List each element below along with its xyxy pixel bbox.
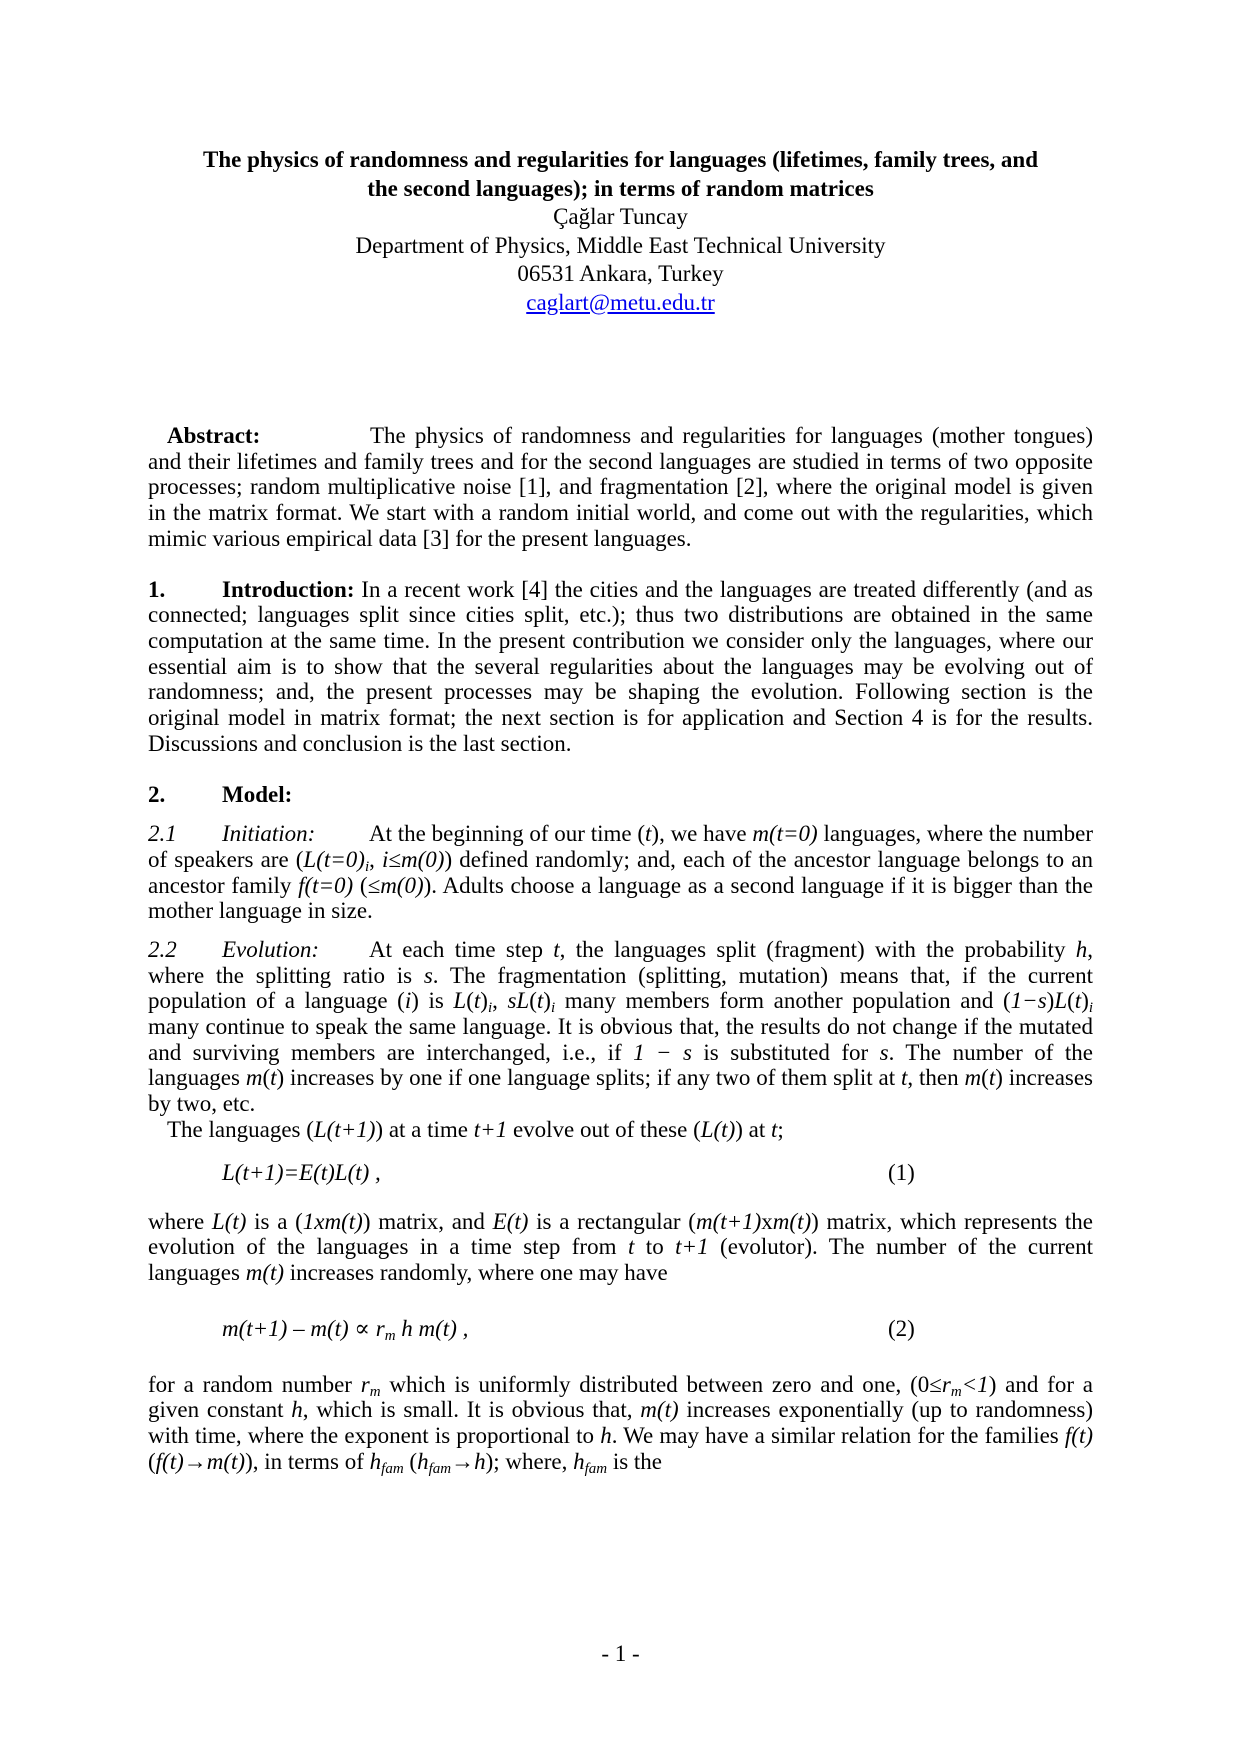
math-run: s [879,1039,889,1065]
math-run: m(t) [640,1397,679,1423]
text-run: which is uniformly distributed between zero and one, (0≤ [380,1371,942,1397]
math-run: 1xm(t) [302,1208,363,1234]
math-run: →h [451,1448,486,1474]
math-subscript: m [384,1327,396,1344]
subsection-2-2-paragraph [148,937,1093,1117]
text-run: ) at [735,1116,771,1142]
text-run: is substituted for [691,1039,880,1065]
author-name: Çağlar Tuncay [553,204,688,229]
section-2-number: 2. [148,782,166,808]
math-run: f(t) [1064,1423,1093,1449]
text-run: ) increases by one if one language splits; if any two of them split at [276,1065,902,1091]
text-run: ( [262,1065,271,1091]
text-run: ( [353,872,368,898]
math-run: t [988,1065,996,1091]
text-run: is the [607,1448,663,1474]
text-run: . We may have a similar relation for the families [611,1423,1065,1449]
text-run: ( [529,988,537,1014]
author-department: Department of Physics, Middle East Technical University [355,232,886,258]
text-run: , the languages split (fragment) with the probability [559,936,1076,962]
math-run: t [553,936,560,962]
text-run: ( [403,1448,418,1474]
math-run: m(t) [772,1208,812,1234]
math-subscript: fam [428,1460,452,1477]
text-run: ) increases by two, etc. [148,1065,1094,1117]
math-run: t [1074,988,1082,1014]
text-run: is a ( [246,1208,303,1234]
math-run: s [423,962,433,988]
math-run: L(t) [700,1116,736,1142]
math-run: t [771,1116,778,1142]
text-run: many members form another population and ( [555,988,1011,1014]
math-run: m [964,1065,982,1091]
math-run: t [645,821,652,847]
subsection-2-2-title: Evolution: [222,936,320,962]
math-run: 1−s [1010,988,1047,1014]
text-run: languages, where the number of speakers are ( [148,821,1093,872]
math-run: f(t)→m(t) [155,1448,246,1474]
introduction-paragraph [148,577,1093,757]
subsection-2-1-title: Initiation: [222,821,316,847]
text-run: increases exponentially (up to randomness) with time, where the exponent is proportional to [148,1397,1094,1449]
math-run: h [369,1448,382,1474]
text-run: ) is [411,988,454,1014]
math-run: h [417,1448,429,1474]
text-run: increases randomly, where one may have [284,1259,668,1285]
text-run: ) [1046,988,1055,1014]
text-run: ) and for a given constant [148,1371,1093,1423]
text-run: x [761,1208,773,1234]
math-run: ≤m(0) [367,872,424,898]
abstract-label: Abstract: [167,423,261,448]
math-run: t [536,988,544,1014]
evolutor-paragraph [148,1209,1093,1286]
text-run: The languages ( [167,1116,314,1142]
math-run: h m(t) , [395,1315,469,1341]
text-run: ) [480,988,488,1014]
subsection-2-1-number: 2.1 [148,821,177,847]
text-run: ), in terms of [245,1448,370,1474]
math-subscript: i [487,1000,493,1017]
math-run: h [573,1448,585,1474]
text-run: for a random number [148,1371,361,1397]
text-run: ), we have [651,821,753,847]
equation-2-expression [222,1316,468,1342]
math-run: r [941,1371,951,1397]
text-run: At each time step [369,936,554,962]
math-run: h [291,1397,303,1423]
text-run: , [369,846,382,872]
math-run: m(t) [245,1259,285,1285]
text-run: many continue to speak the same language. It is obvious that, the results do not change if the mutated and surviving members are interchanged, i.e., if [148,1014,1093,1065]
math-run: h [1075,936,1088,962]
text-run: ) defined randomly; and, each of the ancestor language belongs to an ancestor family [148,846,1093,898]
math-run: i≤m(0) [382,846,445,872]
math-run: sL [507,988,530,1014]
text-run: where [148,1208,212,1234]
text-run: ) [543,988,551,1014]
math-run: t+1 [473,1116,508,1142]
evolution-intro-paragraph [148,1117,1093,1143]
page-number: - 1 - [601,1641,640,1666]
math-run: h [600,1423,612,1449]
math-run: L(t) [211,1208,247,1234]
math-run: m [245,1065,263,1091]
section-1-number: 1. [148,576,166,602]
math-subscript: i [364,858,370,875]
math-run: t [270,1065,277,1091]
math-run: i [404,988,412,1014]
introduction-text: In a recent work [4] the cities and the languages are treated differently (and as connected; languages split since cities split, etc.); thus two distributions are obtained in the same computation at the same time. In the present contribution we consider only the languages, where our essential aim is to show that the several regularities about the languages may be evolving out of randomness; and, the present processes may be shaping the evolution. Following section is the original model in matrix format; the next section is for application and Section 4 is for the results. Discussions and conclusion is the last section. [148,576,1094,756]
math-run: L [1054,988,1068,1014]
text-run: ) [1081,988,1089,1014]
text-run: , then [907,1065,965,1091]
abstract-text: The physics of randomness and regularities for languages (mother tongues) and their lifetimes and family trees and for the second languages are studied in terms of two opposite processes; random multiplicative noise [1], and fragmentation [2], where the original model is given in the matrix format. We start with a random initial world, and come out with the regularities, which mimic various empirical data [3] for the present languages. [148,423,1093,551]
math-run: 1 − s [633,1039,692,1065]
text-run: ( [148,1448,156,1474]
math-subscript: m [950,1383,962,1400]
math-run: r [360,1371,370,1397]
text-run: is a rectangular ( [528,1208,696,1234]
text-run: , [492,988,508,1014]
math-run: t+1 [675,1234,709,1260]
equation-1 [148,1160,1093,1186]
section-1-title: Introduction: [222,576,355,602]
text-run: evolve out of these ( [507,1116,701,1142]
math-run: <1 [961,1371,989,1397]
text-run: ( [466,988,474,1014]
math-run: t [901,1065,908,1091]
section-2-title: Model: [222,782,293,808]
math-subscript: i [1088,1000,1094,1017]
text-run: , where the splitting ratio is [148,936,1093,988]
text-run: ). Adults choose a language as a second language if it is bigger than the mother language in size. [148,872,1093,924]
text-run: ( [981,1065,989,1091]
math-run: E(t) [492,1208,529,1234]
random-number-paragraph [148,1372,1093,1475]
math-run: L(t+1) [313,1116,376,1142]
text-run: ; [777,1116,784,1142]
text-run: , which is small. It is obvious that, [302,1397,641,1423]
equation-2 [148,1316,1093,1342]
math-subscript: fam [381,1460,404,1477]
text-run: ) matrix, and [362,1208,493,1234]
text-run: (evolutor). The number of the current languages [148,1234,1094,1285]
math-run: m(t=0) [752,821,818,847]
subsection-2-1-paragraph [148,821,1093,924]
math-run: L(t=0) [303,846,365,872]
math-run: t [627,1234,635,1260]
equation-2-number: (2) [888,1315,915,1341]
text-run: to [634,1234,676,1260]
math-subscript: fam [584,1460,608,1477]
math-run: t [473,988,481,1014]
author-email-link[interactable]: caglart@metu.edu.tr [526,289,715,315]
math-subscript: m [369,1383,381,1400]
text-run: ) matrix, which represents the evolution of the languages in a time step from [148,1208,1093,1260]
section-2-heading [148,782,1093,808]
math-run: f(t=0) [298,872,354,898]
equation-1-expression: L(t+1)=E(t)L(t) , [222,1159,381,1185]
math-run: L [453,988,467,1014]
paper-title-line-2: the second languages); in terms of random matrices [367,175,874,201]
math-subscript: i [550,1000,556,1017]
text-run: ( [1067,988,1075,1014]
math-run: m(t+1) – m(t) ∝ r [222,1315,385,1341]
subsection-2-2-number: 2.2 [148,936,177,962]
text-run: . The fragmentation (splitting, mutation) means that, if the current population of a language ( [148,962,1093,1014]
text-run: ); where, [485,1448,574,1474]
text-run: . The number of the languages [148,1039,1093,1091]
author-address: 06531 Ankara, Turkey [517,261,724,286]
paper-title-line-1: The physics of randomness and regularities for languages (lifetimes, family trees, and [202,147,1039,172]
paper-header [148,146,1093,317]
math-run: m(t+1) [695,1208,762,1234]
paper-page [148,146,1093,1475]
equation-1-number: (1) [888,1159,915,1185]
text-run: At the beginning of our time ( [369,821,646,847]
abstract-paragraph [148,423,1093,552]
text-run: ) at a time [375,1116,474,1142]
